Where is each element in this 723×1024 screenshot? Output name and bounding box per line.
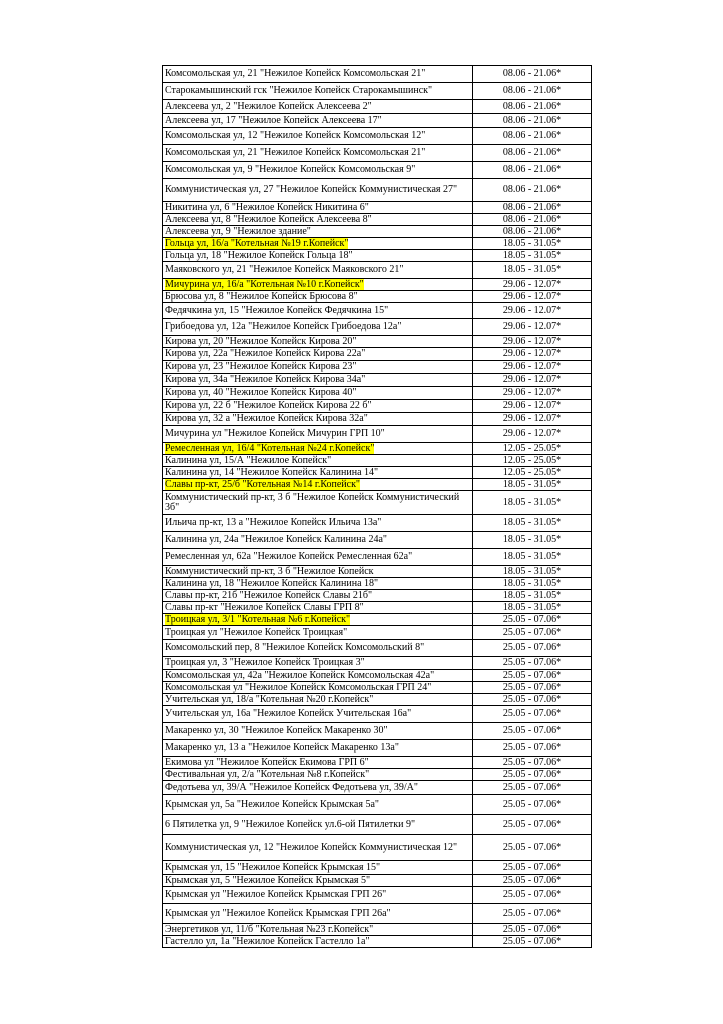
address-cell [163,114,473,128]
address-text: Крымская ул "Нежилое Копейск Крымская ГРП 26" [165,889,387,900]
address-text: Мичурина ул "Нежилое Копейск Мичурин ГРП 10" [165,428,385,439]
address-text: Калинина ул, 14 "Нежилое Копейск Калинина 14" [165,466,379,478]
table-row [163,262,592,279]
address-cell [163,549,473,566]
date-range-cell: 08.06 - 21.06* [473,202,592,214]
date-range-cell: 29.06 - 12.07* [473,291,592,303]
date-range-cell: 25.05 - 07.06* [473,781,592,795]
address-text: 6 Пятилетка ул, 9 "Нежилое Копейск ул.6-ой Пятилетки 9" [165,818,416,830]
address-text: Кирова ул, 34а "Нежилое Копейск Кирова 34а" [165,374,366,385]
address-cell [163,657,473,670]
address-cell [163,795,473,815]
address-cell [163,400,473,413]
date-range-cell: 25.05 - 07.06* [473,875,592,887]
date-range-cell: 08.06 - 21.06* [473,179,592,202]
address-text: Энергетиков ул, 11/б "Котельная №23 г.Копейск" [165,923,374,935]
address-cell [163,515,473,532]
table-row [163,657,592,670]
address-text: Славы пр-кт, 25/б "Котельная №14 г.Копейск" [165,478,361,490]
table-row [163,400,592,413]
address-text: Ильича пр-кт, 13 а "Нежилое Копейск Ильича 13а" [165,517,382,528]
address-text: Коммунистический пр-кт, 3 б "Нежилое Копейск [165,565,374,577]
table-row [163,426,592,443]
address-text: Екимова ул "Нежилое Копейск Екимова ГРП 6" [165,756,369,768]
schedule-table-body [163,66,592,948]
address-cell [163,145,473,162]
address-text: Кирова ул, 22 б "Нежилое Копейск Кирова 22 б" [165,400,372,411]
address-cell [163,83,473,100]
date-range-cell: 25.05 - 07.06* [473,795,592,815]
date-range-cell: 25.05 - 07.06* [473,694,592,706]
date-range-cell: 29.06 - 12.07* [473,374,592,387]
address-text: Калинина ул, 24а "Нежилое Копейск Калинина 24а" [165,534,387,545]
table-row [163,361,592,374]
table-row [163,128,592,145]
address-text: Кирова ул, 23 "Нежилое Копейск Кирова 23" [165,361,357,372]
date-range-cell: 18.05 - 31.05* [473,566,592,578]
address-cell [163,374,473,387]
table-row [163,83,592,100]
date-range-cell: 25.05 - 07.06* [473,815,592,835]
table-row [163,179,592,202]
date-range-cell: 18.05 - 31.05* [473,602,592,614]
date-range-cell: 08.06 - 21.06* [473,145,592,162]
table-row [163,515,592,532]
table-row [163,614,592,626]
address-text: Комсомольская ул, 12 "Нежилое Копейск Комсомольская 12" [165,130,426,141]
address-text: Ремесленная ул, 16/4 "Котельная №24 г.Копейск" [165,442,375,454]
address-text: Мичурина ул, 16/а "Котельная №10 г.Копейск" [165,278,364,290]
date-range-cell: 18.05 - 31.05* [473,590,592,602]
table-row [163,479,592,491]
date-range-cell: 08.06 - 21.06* [473,214,592,226]
address-cell [163,640,473,657]
address-cell [163,361,473,374]
address-text: Коммунистическая ул, 27 "Нежилое Копейск Коммунистическая 27" [165,184,458,195]
table-row [163,467,592,479]
address-text: Алексеева ул, 9 "Нежилое здание" [165,225,311,237]
address-cell [163,904,473,924]
table-row [163,319,592,336]
table-row [163,706,592,723]
address-cell [163,682,473,694]
address-cell [163,336,473,348]
table-row [163,145,592,162]
date-range-cell: 08.06 - 21.06* [473,162,592,179]
address-text: Федячкина ул, 15 "Нежилое Копейск Федячкина 15" [165,304,389,316]
date-range-cell: 29.06 - 12.07* [473,426,592,443]
table-row [163,640,592,657]
date-range-cell: 29.06 - 12.07* [473,400,592,413]
table-row [163,904,592,924]
address-text: Гольца ул, 16/а "Котельная №19 г.Копейск" [165,237,349,249]
address-cell [163,706,473,723]
address-cell [163,670,473,682]
address-text: Комсомольская ул, 21 "Нежилое Копейск Комсомольская 21" [165,147,426,158]
date-range-cell: 08.06 - 21.06* [473,100,592,114]
table-row [163,250,592,262]
address-cell [163,602,473,614]
date-range-cell: 29.06 - 12.07* [473,336,592,348]
date-range-cell: 25.05 - 07.06* [473,640,592,657]
table-row [163,491,592,515]
address-cell [163,936,473,948]
date-range-cell: 25.05 - 07.06* [473,835,592,861]
address-text: Крымская ул, 5 "Нежилое Копейск Крымская 5" [165,874,371,886]
schedule-table [162,65,592,948]
address-text: Комсомольская ул, 21 "Нежилое Копейск Комсомольская 21" [165,68,426,79]
address-text: Троицкая ул, 3 "Нежилое Копейск Троицкая 3" [165,657,365,668]
date-range-cell: 25.05 - 07.06* [473,740,592,757]
address-cell [163,291,473,303]
address-text: Троицкая ул, 3/1 "Котельная №6 г.Копейск" [165,613,351,625]
date-range-cell: 29.06 - 12.07* [473,387,592,400]
table-row [163,114,592,128]
date-range-cell: 25.05 - 07.06* [473,706,592,723]
table-row [163,670,592,682]
date-range-cell: 18.05 - 31.05* [473,578,592,590]
address-text: Ремесленная ул, 62а "Нежилое Копейск Ремесленная 62а" [165,551,413,562]
table-row [163,924,592,936]
table-row [163,413,592,426]
address-text: Троицкая ул "Нежилое Копейск Троицкая" [165,626,348,638]
address-cell [163,740,473,757]
date-range-cell: 25.05 - 07.06* [473,904,592,924]
address-cell [163,578,473,590]
date-range-cell: 25.05 - 07.06* [473,670,592,682]
address-cell [163,491,473,515]
address-text: Учительская ул, 18/а "Котельная №20 г.Копейск" [165,693,374,705]
address-cell [163,303,473,319]
date-range-cell: 12.05 - 25.05* [473,443,592,455]
table-row [163,815,592,835]
address-cell [163,694,473,706]
address-cell [163,226,473,238]
address-text: Калинина ул, 18 "Нежилое Копейск Калинина 18" [165,577,379,589]
address-text: Алексеева ул, 2 "Нежилое Копейск Алексеева 2" [165,100,372,112]
address-cell [163,455,473,467]
address-text: Алексеева ул, 8 "Нежилое Копейск Алексеева 8" [165,213,372,225]
table-row [163,626,592,640]
table-row [163,566,592,578]
table-row [163,875,592,887]
table-row [163,936,592,948]
date-range-cell: 29.06 - 12.07* [473,319,592,336]
table-row [163,769,592,781]
address-text: Маяковского ул, 21 "Нежилое Копейск Маяковского 21" [165,264,404,275]
address-text: Кирова ул, 40 "Нежилое Копейск Кирова 40" [165,387,357,398]
address-cell [163,479,473,491]
table-row [163,100,592,114]
address-text: Кирова ул, 20 "Нежилое Копейск Кирова 20" [165,335,357,347]
date-range-cell: 25.05 - 07.06* [473,936,592,948]
address-cell [163,179,473,202]
date-range-cell: 08.06 - 21.06* [473,114,592,128]
address-cell [163,66,473,83]
table-row [163,336,592,348]
table-row [163,549,592,566]
table-row [163,757,592,769]
address-cell [163,319,473,336]
address-text: Крымская ул "Нежилое Копейск Крымская ГРП 26а" [165,907,391,919]
address-text: Брюсова ул, 8 "Нежилое Копейск Брюсова 8" [165,290,358,302]
date-range-cell: 18.05 - 31.05* [473,479,592,491]
address-cell [163,238,473,250]
date-range-cell: 25.05 - 07.06* [473,682,592,694]
address-cell [163,566,473,578]
address-cell [163,348,473,361]
date-range-cell: 18.05 - 31.05* [473,250,592,262]
address-text: Славы пр-кт "Нежилое Копейск Славы ГРП 8" [165,601,364,613]
address-cell [163,532,473,549]
date-range-cell: 08.06 - 21.06* [473,226,592,238]
table-row [163,578,592,590]
table-row [163,781,592,795]
address-cell [163,100,473,114]
table-row [163,443,592,455]
table-row [163,795,592,815]
address-cell [163,887,473,904]
table-row [163,162,592,179]
table-row [163,226,592,238]
date-range-cell: 12.05 - 25.05* [473,467,592,479]
address-cell [163,413,473,426]
date-range-cell: 25.05 - 07.06* [473,723,592,740]
date-range-cell: 29.06 - 12.07* [473,279,592,291]
address-text: Коммунистический пр-кт, 3 б "Нежилое Копейск Коммунистический 3б" [165,491,460,513]
table-row [163,723,592,740]
date-range-cell: 18.05 - 31.05* [473,238,592,250]
address-text: Макаренко ул, 30 "Нежилое Копейск Макаренко 30" [165,725,388,736]
date-range-cell: 18.05 - 31.05* [473,549,592,566]
date-range-cell: 25.05 - 07.06* [473,757,592,769]
address-cell [163,723,473,740]
table-row [163,861,592,875]
table-row [163,532,592,549]
date-range-cell: 25.05 - 07.06* [473,924,592,936]
address-cell [163,781,473,795]
table-row [163,374,592,387]
date-range-cell: 29.06 - 12.07* [473,361,592,374]
address-cell [163,426,473,443]
address-cell [163,626,473,640]
date-range-cell: 25.05 - 07.06* [473,614,592,626]
address-cell [163,467,473,479]
address-text: Учительская ул, 16а "Нежилое Копейск Учительская 16а" [165,708,412,719]
address-text: Комсомольская ул "Нежилое Копейск Комсомольская ГРП 24" [165,681,432,693]
date-range-cell: 29.06 - 12.07* [473,413,592,426]
address-cell [163,279,473,291]
date-range-cell: 25.05 - 07.06* [473,626,592,640]
date-range-cell: 29.06 - 12.07* [473,303,592,319]
date-range-cell: 25.05 - 07.06* [473,861,592,875]
address-text: Гольца ул, 18 "Нежилое Копейск Гольца 18" [165,249,353,261]
address-cell [163,590,473,602]
address-text: Калинина ул, 15/А "Нежилое Копейск" [165,454,332,466]
address-text: Федотьева ул, 39/А "Нежилое Копейск Федотьева ул, 39/А" [165,781,418,793]
table-row [163,694,592,706]
address-cell [163,202,473,214]
date-range-cell: 25.05 - 07.06* [473,657,592,670]
date-range-cell: 18.05 - 31.05* [473,491,592,515]
address-cell [163,757,473,769]
date-range-cell: 25.05 - 07.06* [473,887,592,904]
address-text: Комсомольская ул, 42а "Нежилое Копейск Комсомольская 42а" [165,669,435,681]
address-cell [163,861,473,875]
table-row [163,682,592,694]
table-row [163,279,592,291]
address-cell [163,924,473,936]
table-row [163,887,592,904]
address-text: Крымская ул, 15 "Нежилое Копейск Крымская 15" [165,861,381,873]
address-text: Славы пр-кт, 21б "Нежилое Копейск Славы 21б" [165,589,373,601]
address-cell [163,162,473,179]
address-text: Фестивальная ул, 2/а "Котельная №8 г.Копейск" [165,768,370,780]
address-cell [163,387,473,400]
address-cell [163,769,473,781]
address-text: Кирова ул, 32 а "Нежилое Копейск Кирова 32а" [165,413,368,424]
table-row [163,835,592,861]
address-text: Старокамышинский гск "Нежилое Копейск Старокамышинск" [165,85,433,96]
date-range-cell: 08.06 - 21.06* [473,83,592,100]
address-text: Комсомольский пер, 8 "Нежилое Копейск Комсомольский 8" [165,642,425,653]
date-range-cell: 18.05 - 31.05* [473,262,592,279]
date-range-cell: 12.05 - 25.05* [473,455,592,467]
table-row [163,214,592,226]
table-row [163,348,592,361]
address-text: Крымская ул, 5а "Нежилое Копейск Крымская 5а" [165,798,379,810]
address-text: Макаренко ул, 13 а "Нежилое Копейск Макаренко 13а" [165,742,399,753]
date-range-cell: 18.05 - 31.05* [473,532,592,549]
table-row [163,740,592,757]
address-text: Грибоедова ул, 12а "Нежилое Копейск Грибоедова 12а" [165,321,402,332]
address-cell [163,250,473,262]
date-range-cell: 25.05 - 07.06* [473,769,592,781]
address-text: Комсомольская ул, 9 "Нежилое Копейск Комсомольская 9" [165,164,416,175]
address-text: Гастелло ул, 1а "Нежилое Копейск Гастелло 1а" [165,935,370,947]
address-text: Алексеева ул, 17 "Нежилое Копейск Алексеева 17" [165,114,382,126]
table-row [163,387,592,400]
date-range-cell: 29.06 - 12.07* [473,348,592,361]
address-cell [163,875,473,887]
table-row [163,66,592,83]
address-text: Никитина ул, 6 "Нежилое Копейск Никитина 6" [165,201,369,213]
date-range-cell: 08.06 - 21.06* [473,128,592,145]
address-cell [163,443,473,455]
table-row [163,202,592,214]
table-row [163,303,592,319]
address-cell [163,835,473,861]
date-range-cell: 08.06 - 21.06* [473,66,592,83]
table-row [163,455,592,467]
address-cell [163,262,473,279]
table-row [163,590,592,602]
table-row [163,238,592,250]
address-cell [163,815,473,835]
address-text: Коммунистическая ул, 12 "Нежилое Копейск Коммунистическая 12" [165,841,458,853]
address-cell [163,614,473,626]
address-cell [163,128,473,145]
table-row [163,602,592,614]
address-text: Кирова ул, 22а "Нежилое Копейск Кирова 22а" [165,348,366,359]
table-row [163,291,592,303]
date-range-cell: 18.05 - 31.05* [473,515,592,532]
address-cell [163,214,473,226]
